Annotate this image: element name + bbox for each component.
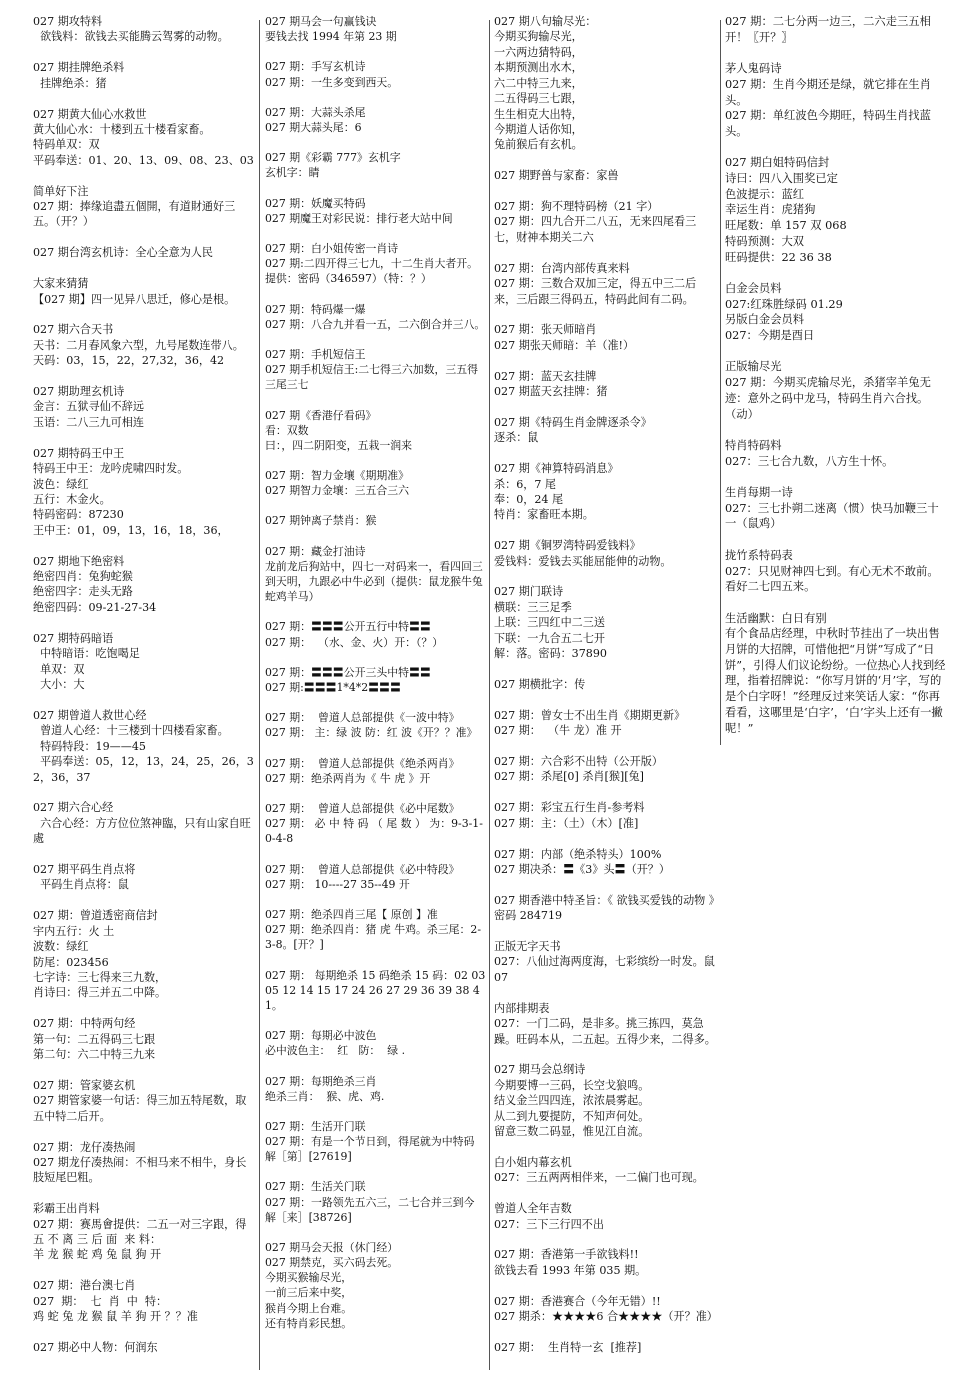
block-heading: 生肖每期一诗 [725,486,793,499]
block-heading: 027 期特码暗语 [33,631,114,645]
text-block [494,708,716,739]
block-heading: 027 期：台湾内部传真来料 [494,261,630,275]
block-line: 王中王：01，09，13，16，18，36， [33,523,229,537]
block-line: 第二句：六二中特三九来 [33,1048,156,1062]
block-line: 六二中特三九来， [494,76,583,90]
block-line: 平码奉送：01、20、13、09、08、23、03 [33,153,254,167]
text-block [33,862,254,893]
block-line: 027：八仙过海两度海，七彩缤纷一时发。鼠 07 [494,955,719,984]
block-line: 欲钱去看 1993 年第 035 期。 [494,1263,647,1277]
block-heading: 027 期台湾玄机诗：全心全意为人民 [33,246,214,260]
text-block [494,261,716,307]
text-block [494,1340,716,1355]
block-line: 027 期智力金壤：三五合三六 [265,484,410,498]
block-heading: 彩霸王出肖料 [33,1202,100,1216]
block-heading: 027 期：狗不理特码榜（21 字） [494,200,659,214]
block-heading: 027 期： 曾道人总部提供《必中尾数》 [265,802,460,816]
block-line: 027 期：四九合开二八五，无来四尾看三七，财神本期关二六 [494,215,697,244]
block-line: 还有特肖彩民想。 [265,1316,353,1330]
text-block [265,1028,486,1058]
text-block [265,1179,486,1224]
text-block [33,1140,254,1186]
block-line: 杀：6，7 尾 [494,477,557,491]
text-block [494,14,716,153]
block-line: 027 期：杀尾[0] 杀肖[猴][兔] [494,770,645,784]
block-line: 看：双数 [265,423,309,437]
block-heading: 027 期：每期必中波色 [265,1029,377,1043]
block-line: 027 期：赛馬會提供：二五一对三字跟，得 五 不 离 三 后 面 来 料： [33,1217,250,1247]
block-heading: 027 期香港中特圣旨：《 欲钱买爱钱的动物 》密码 284719 [494,893,715,923]
text-block [494,584,716,661]
block-line: 特码单双：双 [33,138,100,152]
block-line: 解［来］[38726] [265,1210,352,1224]
text-block [33,60,254,91]
text-block [265,801,486,846]
block-heading: 大家来猜猜 [33,277,89,291]
text-block [265,665,486,695]
block-line: 欲钱料：欲钱去买能腾云驾雾的动物。 [33,30,229,44]
block-line: 027 期：捧缘追盡五個開，有道財通好三五。（开？） [33,200,236,229]
block-line: 027：三下三行四不出 [494,1217,604,1231]
text-block [33,1340,254,1355]
text-block [265,302,486,332]
block-heading: 027 期八句输尽光： [494,15,597,28]
block-line: 027 期:二四开得三七九，十二生肖大者开。提供：密码（346597）（特：？） [265,257,479,286]
block-line: 旺尾数：单 157 双 068 [725,219,847,233]
block-line: 027 期管家婆一句话：得三加五特尾数，取五中特二后开。 [33,1094,247,1123]
text-block [725,611,947,737]
block-heading: 027 期：〓〓〓公开三头中特〓〓 [265,665,431,679]
block-line: 下联：一九合五二七开 [494,631,605,645]
block-line: 一前三后来中奖， [265,1286,353,1300]
text-block [494,369,716,400]
block-heading: 027 期： 每期绝杀 15 码绝杀 15 码：02 03 05 12 14 15 17 24 26 27 29 36 39 38 41。 [265,968,489,1012]
block-line: 平码奉送：05，12，13，24，25，26，32，36，37 [33,755,254,784]
block-heading: 027 期黄大仙心水救世 [33,107,147,121]
text-block [725,485,947,532]
block-heading: 027 期挂牌绝杀料 [33,61,125,75]
block-heading: 027 期：彩宝五行生肖-参考料 [494,801,645,815]
block-line: 027 期： 主：绿 波 防：红 波《开？？准》 [265,726,478,740]
text-block [265,756,486,786]
block-heading: 027 期：曾女士不出生肖《期期更新》 [494,708,686,722]
block-line: 天书：二月春风象六型，九号尾数连带八。 [33,338,244,352]
text-block [33,446,254,539]
text-block [494,939,719,985]
block-line: 027：三五两两相伴来，一二偏门也可现。 [494,1171,704,1185]
block-line: 027:红珠胜绿码 01.29 [725,297,843,311]
block-line: 本期预测出水木， [494,61,583,75]
block-line: 龙前龙后狗站中，四七一对码来一，看四回三到天明，九跟必中牛必到（提供：鼠龙猴牛兔蛇鸡羊马） [265,559,483,604]
block-line: 特码预测：大双 [725,234,805,248]
block-heading: 简单好下注 [33,184,89,198]
text-block [265,513,486,528]
block-heading: 拢竹系特码表 [725,548,793,562]
text-block [494,800,716,831]
text-block [265,150,486,180]
block-heading: 027 期：管家婆玄机 [33,1078,136,1092]
block-line: 027 期张天师暗：羊（准!） [494,338,635,352]
block-heading: 白小姐内幕玄机 [494,1155,572,1169]
block-heading: 027 期：大蒜头杀尾 [265,105,366,119]
text-block [265,1240,486,1331]
block-line: 解：落。密码：37890 [494,647,607,661]
text-block [33,1201,254,1263]
block-heading: 027 期门联诗 [494,585,564,599]
block-line: 027 期龙仔凑热闹：不相马来不相牛，身长肢短尾巴粗。 [33,1155,247,1185]
block-heading: 027 期六合心经 [33,801,114,815]
block-line: 027：只见财神四七到。有心无术不敢前。看好二七四五来。 [725,564,939,594]
text-block [265,710,486,740]
block-line: 027：今期是酉日 [725,329,815,343]
text-block [33,631,254,693]
block-heading: 027 期：生活关门联 [265,1180,366,1194]
block-line: 防尾：023456 [33,955,109,969]
block-line: 宇内五行：火 土 [33,924,115,938]
block-heading: 027 期：中特两句经 [33,1017,136,1031]
text-block [265,1119,486,1164]
block-line: 有个食品店经理，中秋时节挂出了一块出售月饼的大招牌，可惜他把“月饼”写成了“日饼”，引得人们议论纷纷。一位热心人找到经理，指着招牌说：“你写月饼的‘月’字，写的是个白字呀！”经理反过来笑话人家：“你再看看，这哪里是‘白字’，‘白’字头上还有一撇呢！” [725,627,946,735]
block-line: 大小：大 [33,677,85,691]
block-heading: 特肖特码料 [725,438,782,452]
block-line: 一六两边猜特码， [494,45,583,59]
block-heading: 027 期《香港仔看码》 [265,408,377,422]
text-block [725,438,947,469]
block-heading: 027 期：香港第一手欲钱料!! [494,1248,639,1262]
block-line: 027 期：三数合双加三定，得五中三二后来，三后跟三得码五，特码此间有二码。 [494,277,697,306]
text-block [33,322,254,368]
block-line: 027 期手机短信王:二七得三六加数，三五得三尾三七 [265,363,479,392]
block-line: 027 期杀：★★★★6 合★★★★（开？准） [494,1310,718,1324]
block-line: 波数：绿红 [33,940,89,954]
column-1 [33,14,254,1371]
block-heading: 027 期马会一句赢钱诀 [265,15,377,28]
block-line: 羊 龙 猴 蛇 鸡 兔 鼠 狗 开 [33,1248,162,1262]
block-line: 要钱去找 1994 年第 23 期 [265,30,397,44]
text-block [33,1016,254,1062]
block-line: 中特暗语：吃饱喝足 [33,647,140,661]
block-line: 027 期大蒜头尾：6 [265,120,362,134]
block-heading: 027 期：特码爆一爆 [265,302,366,316]
block-heading: 027 期马会天报（休门经） [265,1241,399,1255]
text-block [725,14,947,45]
block-line: 特肖：家畜旺本期。 [494,508,594,522]
text-block [265,347,486,392]
text-block [494,322,716,353]
block-line: 027 期： 10----27 35--49 开 [265,877,410,891]
block-line: 绝杀三肖： 猴、虎、鸡. [265,1089,385,1103]
text-block [725,548,947,595]
block-line: 单双：双 [33,662,85,676]
block-line: 五行：木金火。 [33,492,111,506]
column-divider [259,20,260,1370]
block-line: 今期买狗输尽光， [494,30,583,44]
block-line: 027 期： （牛 龙）准 开 [494,724,622,738]
block-line: 生生相克大出特， [494,107,583,121]
block-line: 留意三数二码显，惟见江自流。 [494,1125,650,1139]
block-heading: 027 期：手机短信王 [265,347,366,361]
text-block [33,800,254,846]
text-block [494,754,716,785]
text-block [265,544,486,605]
block-line: 027 期：绝杀四肖：猪 虎 牛鸡。杀三尾：2-3-8。[开？] [265,923,482,952]
text-block [725,61,947,140]
text-block [265,241,486,286]
block-line: 特码特段：19——45 [33,739,146,753]
text-block [33,908,254,1001]
block-line: 波色：绿红 [33,477,89,491]
block-line: 027 期：有是一个节日到，得尾就为中特码 [265,1135,475,1149]
block-line: 绝密四肖：兔狗蛇猴 [33,570,133,584]
block-line: 玄机字：睛 [265,166,320,180]
block-heading: 027 期：智力金壤《期期准》 [265,469,410,483]
block-line: 今期要博一三码，长空戈狼鸣。 [494,1078,650,1092]
block-line: 从二到九要提防，不知声何处。 [494,1109,650,1123]
text-block [494,1155,716,1186]
block-line: 027 期：八合九并看一五，二六倒合并三八。 [265,317,486,331]
block-heading: 生活幽默：白日有别 [725,611,827,625]
block-line: 解［第］[27619] [265,1150,352,1164]
block-line: 曰：，四二阴阳变，五栽一润来 [265,438,413,452]
text-block [265,408,486,453]
block-line: 027 期：一生多变到西天。 [265,75,399,89]
block-line: 结义金兰四四连，浓浓晨雾起。 [494,1094,650,1108]
block-heading: 027 期：〓〓〓公开五行中特〓〓 [265,620,431,634]
block-line: 肖诗曰：得三并五二中降。 [33,986,167,1000]
block-heading: 027 期：白小姐传密一肖诗 [265,242,399,256]
text-block [725,281,947,344]
block-line: 色波提示：蓝红 [725,187,805,201]
block-heading: 027 期助理玄机诗 [33,385,125,399]
block-line: 六合心经：方方位位煞神臨，只有山家自旺處 [33,816,251,846]
block-line: 幸运生肖：虎猪狗 [725,203,816,217]
text-block [494,893,716,924]
block-heading: 027 期：张天师暗肖 [494,323,597,337]
block-line: 特码王中王：龙吟虎啸四时发。 [33,462,189,476]
block-line: 平码生肖点将：鼠 [33,878,129,892]
text-block [494,1001,716,1047]
block-line: 曾道人心经：十三楼到十四楼看家畜。 [33,724,229,738]
block-heading: 027 期白姐特码信封 [725,156,830,170]
block-heading: 027 期横批字：传 [494,677,586,691]
block-heading: 内部排期表 [494,1001,550,1015]
block-line: 爱钱料：爱钱去买能屈能伸的动物。 [494,554,672,568]
text-block [494,847,716,878]
text-block [33,1278,254,1324]
text-block [265,1074,486,1104]
block-heading: 027 期马会总纲诗 [494,1063,586,1077]
block-line: 绝密四码：09-21-27-34 [33,600,157,614]
text-block [33,708,254,785]
text-block [265,59,486,89]
block-line: 七字诗：三七得来三九数， [33,970,167,984]
block-heading: 027 期：龙仔凑热闹 [33,1140,136,1154]
block-line: 特码密码：87230 [33,508,124,522]
block-line: 今期道人话你知， [494,122,583,136]
block-heading: 027 期《神算特码消息》 [494,462,619,476]
block-line: 必中波色主： 红 防： 绿 . [265,1044,406,1058]
text-block [33,1078,254,1124]
block-heading: 027 期地下绝密料 [33,554,125,568]
block-heading: 027 期： 生肖特一玄 [推荐] [494,1340,642,1354]
block-line: 027 期蓝天玄挂牌：猪 [494,385,608,399]
block-heading: 茅人鬼码诗 [725,62,782,76]
block-heading: 白金会员料 [725,281,782,295]
text-block [265,907,486,952]
block-heading: 027 期：曾道透密商信封 [33,909,158,923]
block-line: 逐杀：鼠 [494,431,539,445]
block-heading: 曾道人全年吉数 [494,1202,572,1216]
text-block [494,1062,716,1139]
block-heading: 027 期野兽与家畜：家兽 [494,169,619,183]
text-block [33,384,254,430]
block-line: 玉语：二八三九可相连 [33,415,144,429]
block-heading: 027 期：每期绝杀三肖 [265,1074,377,1088]
block-line: 027 期： （水、金、火）开：（？） [265,635,444,649]
block-line: 诗曰：四八入围奖已定 [725,172,838,185]
block-heading: 027 期： 曾道人总部提供《绝杀两肖》 [265,756,460,770]
text-block [33,276,254,307]
block-line: 027 期： 必 中 特 码 （ 尾 数 ） 为：9-3-1-0-4-8 [265,817,483,846]
block-line: 027 期：单红波色今期旺，特码生肖找蓝头。 [725,109,931,138]
block-line: 挂牌绝杀：猪 [33,76,107,90]
text-block [33,554,254,616]
text-block [265,968,489,1013]
block-line: 今期买猴输尽光， [265,1271,353,1285]
block-line: 【027 期】四一见异八思迁，修心是根。 [33,292,236,306]
block-heading: 正版输尽光 [725,360,782,374]
block-heading: 027 期： 曾道人总部提供《一波中特》 [265,711,460,725]
block-line: 金言：五狱寻仙不辞远 [33,400,144,414]
block-heading: 027 期：蓝天玄挂牌 [494,369,597,383]
block-line: 猴肖今期上台难。 [265,1301,353,1315]
block-line: 027 期：一路领先五六三，二七合并三到今 [265,1195,475,1209]
text-block [725,155,947,265]
column-3 [494,14,719,1371]
text-block [265,196,486,226]
block-line: 027 期：绝杀两肖为《 牛 虎 》开 [265,771,431,785]
block-heading: 027 期：藏金打油诗 [265,544,366,558]
text-block [494,415,716,446]
block-line: 027 期:〓〓〓1*4*2〓〓〓 [265,680,401,694]
column-divider [489,20,490,1370]
block-heading: 正版无字天书 [494,940,561,954]
block-heading: 027 期：二七分两一边三，二六走三五相开！〖开？〗 [725,15,931,44]
block-heading: 027 期：香港赛合（今年无错）!! [494,1294,661,1308]
block-heading: 027 期：港台澳七肖 [33,1279,136,1293]
block-line: 奉：0，24 尾 [494,492,564,506]
block-line: 027 期：今期买虎输尽光，杀猪宰羊兔无迹：意外之码中龙马，特码生肖六合找。（动） [725,376,931,421]
block-line: 二五得码三七跟， [494,92,583,106]
block-line: 027：三七合九数，八方生十怀。 [725,454,894,468]
text-block [265,468,486,498]
block-line: 027 期：生肖今期还是绿，就它排在生肖头。 [725,77,931,107]
block-line: 鸡 蛇 兔 龙 猴 鼠 羊 狗 开 ？？准 [33,1310,198,1324]
block-line: 天码：03，15，22，27,32，36，42 [33,354,225,368]
text-block [265,105,486,135]
text-block [494,461,716,523]
block-line: 绝密四字：走头无路 [33,585,133,599]
text-block [494,1201,716,1232]
block-line: 横联：三三足季 [494,600,572,614]
block-heading: 027 期：绝杀四肖三尾【 原创 】准 [265,908,438,922]
block-line: 兔前猴后有玄机。 [494,138,583,152]
block-heading: 027 期：内部（绝杀特头）100% [494,847,662,861]
block-heading: 027 期：六合彩不出特（公开版） [494,755,663,769]
block-line: 第一句：二五得码三七跟 [33,1032,156,1046]
text-block [494,199,716,245]
block-line: 上联：三四红中二三送 [494,616,605,630]
text-block [265,619,486,649]
block-heading: 027 期《彩霸 777》玄机字 [265,151,401,165]
text-block [494,677,716,692]
block-line: 另版白金会员料 [725,313,805,327]
text-block [33,107,254,169]
block-heading: 027 期六合天书 [33,323,114,337]
block-line: 027 期：主：（土）（木）[准] [494,816,639,830]
text-block [33,245,254,260]
block-line: 旺码提供：22 36 38 [725,250,832,264]
block-line: 027：一门二码，是非多。挑三拣四，莫急躁。旺码本从，二五起。五得少来，二得多。 [494,1017,716,1046]
block-heading: 027 期攻特料 [33,15,103,28]
text-block [494,168,716,183]
block-line: 027 期魔王对彩民说：排行老大站中间 [265,211,453,225]
text-block [494,1247,716,1278]
block-heading: 027 期曾道人救世心经 [33,708,147,722]
block-heading: 027 期平码生肖点将 [33,863,136,876]
column-divider [720,20,721,745]
block-line: 027 期禁克，买六码去死。 [265,1256,399,1270]
block-heading: 027 期《铜罗湾特码爱钱料》 [494,539,641,553]
block-line: 027 期决杀：〓《3》头〓（开？） [494,862,670,876]
text-block [265,862,486,892]
block-line: 027 期： 七 肖 中 特： [33,1294,168,1308]
text-block [265,14,486,44]
block-heading: 027 期： 曾道人总部提供《必中特段》 [265,862,460,876]
block-line: 027：三七扑朔二迷离（惯）快马加鞭三十一（鼠鸡） [725,501,939,531]
column-4 [725,14,947,752]
text-block [33,14,254,45]
text-block [725,359,947,422]
block-heading: 027 期：生活开门联 [265,1119,366,1133]
column-2 [265,14,489,1346]
block-heading: 027 期《特码生肖金牌逐杀令》 [494,415,652,429]
block-line: 黄大仙心水：十楼到五十楼看家畜。 [33,122,211,136]
block-heading: 027 期钟离子禁肖：猴 [265,514,377,528]
text-block [494,1294,716,1325]
block-heading: 027 期必中人物：何润东 [33,1340,158,1354]
block-heading: 027 期：手写玄机诗 [265,60,366,74]
block-heading: 027 期特码王中王 [33,446,125,460]
text-block [494,538,716,569]
text-block [33,184,254,230]
block-heading: 027 期：妖魔买特码 [265,196,366,210]
